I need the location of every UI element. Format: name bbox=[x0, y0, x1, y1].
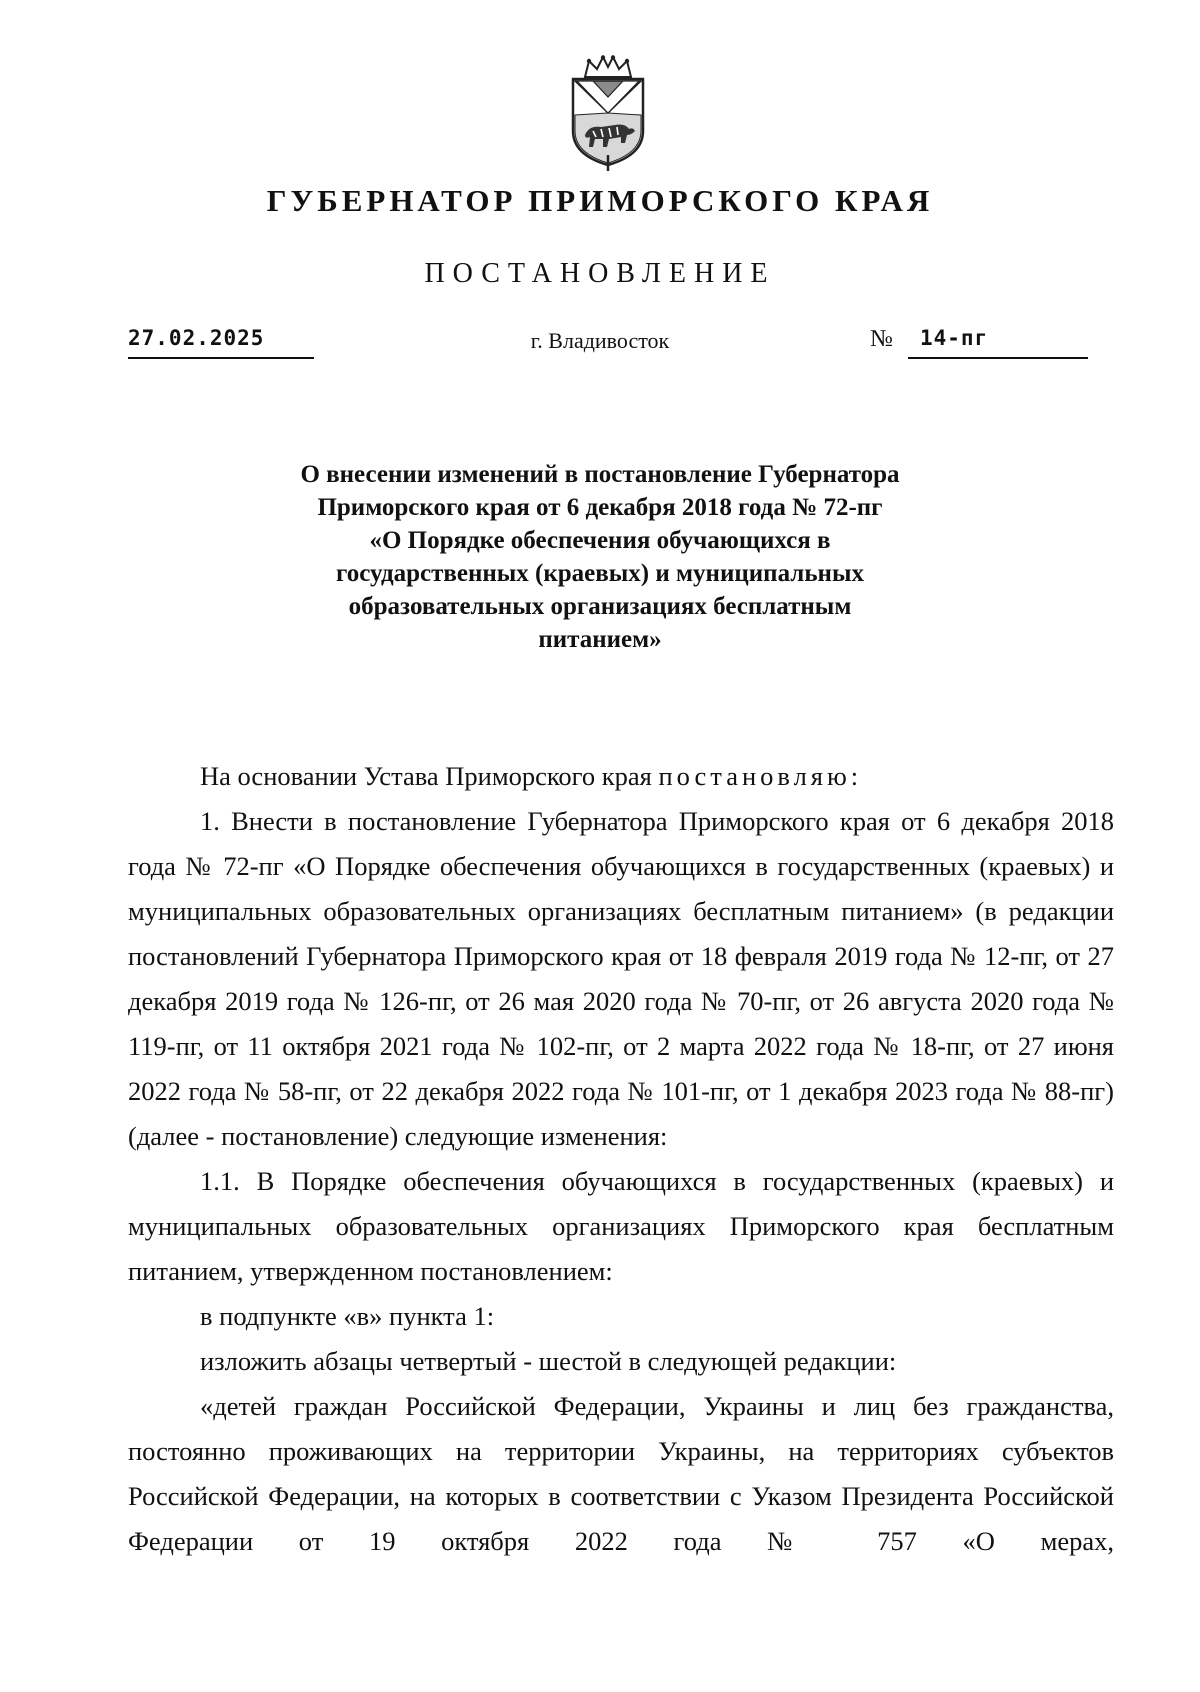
title-line: образовательных организациях бесплатным bbox=[348, 593, 852, 620]
document-city: г. Владивосток bbox=[530, 328, 670, 353]
document-body bbox=[128, 754, 1114, 1564]
title-line: Приморского края от 6 декабря 2018 года № 72-пг bbox=[317, 494, 883, 521]
title-line: питанием» bbox=[538, 626, 662, 653]
paragraph-instruction: изложить абзацы четвертый - шестой в следующей редакции: bbox=[200, 1346, 897, 1376]
document-date: 27.02.2025 bbox=[128, 326, 265, 350]
issuing-authority: ГУБЕРНАТОР ПРИМОРСКОГО КРАЯ bbox=[266, 183, 934, 218]
document-title bbox=[230, 458, 970, 656]
title-line: государственных (краевых) и муниципальных bbox=[336, 560, 864, 587]
document-number: 14-пг bbox=[920, 326, 989, 350]
number-underline bbox=[908, 326, 1088, 359]
title-line: О внесении изменений в постановление Губернатора bbox=[300, 461, 900, 488]
paragraph-1: 1. Внести в постановление Губернатора Приморского края от 6 декабря 2018 года № 72-пг «О Порядке обеспечения обучающихся в государственных (краевых) и муниципальных образовательных организациях бесплатным питанием» (в редакции постановлений Губернатора Приморского края от 18 февраля 2019 года № 12-пг, от 27 декабря 2019 года № 126-пг, от 26 мая 2020 года № 70-пг, от 26 августа 2020 года № 119-пг, от 11 октября 2021 года № 102-пг, от 2 марта 2022 года № 18-пг, от 27 июня 2022 года № 58-пг, от 22 декабря 2022 года № 101-пг, от 1 декабря 2023 года № 88-пг) (далее - постановление) следующие изменения: bbox=[128, 806, 1114, 1151]
paragraph-subpoint: в подпункте «в» пункта 1: bbox=[200, 1301, 495, 1331]
number-sign: № bbox=[870, 326, 893, 352]
title-line: «О Порядке обеспечения обучающихся в bbox=[369, 527, 831, 554]
document-meta-row bbox=[0, 326, 1200, 366]
preamble-paragraph bbox=[128, 754, 1114, 799]
preamble-colon: : bbox=[850, 761, 859, 791]
document-type: ПОСТАНОВЛЕНИЕ bbox=[424, 258, 776, 289]
coat-of-arms-icon bbox=[563, 55, 653, 173]
paragraph-1-1: 1.1. В Порядке обеспечения обучающихся в государственных (краевых) и муниципальных образовательных организациях Приморского края бесплатным питанием, утвержденном постановлением: bbox=[128, 1166, 1114, 1286]
preamble-text: На основании Устава Приморского края bbox=[200, 761, 659, 791]
number-field bbox=[870, 326, 1088, 357]
paragraph-quote: «детей граждан Российской Федерации, Украины и лиц без гражданства, постоянно проживающих на территории Украины, на территориях субъектов Российской Федерации, на которых в соответствии с Указом Президента Российской Федерации от 19 октября 2022 года № 757 «О мерах, bbox=[128, 1391, 1114, 1556]
preamble-spaced-word: постановляю bbox=[658, 761, 851, 791]
